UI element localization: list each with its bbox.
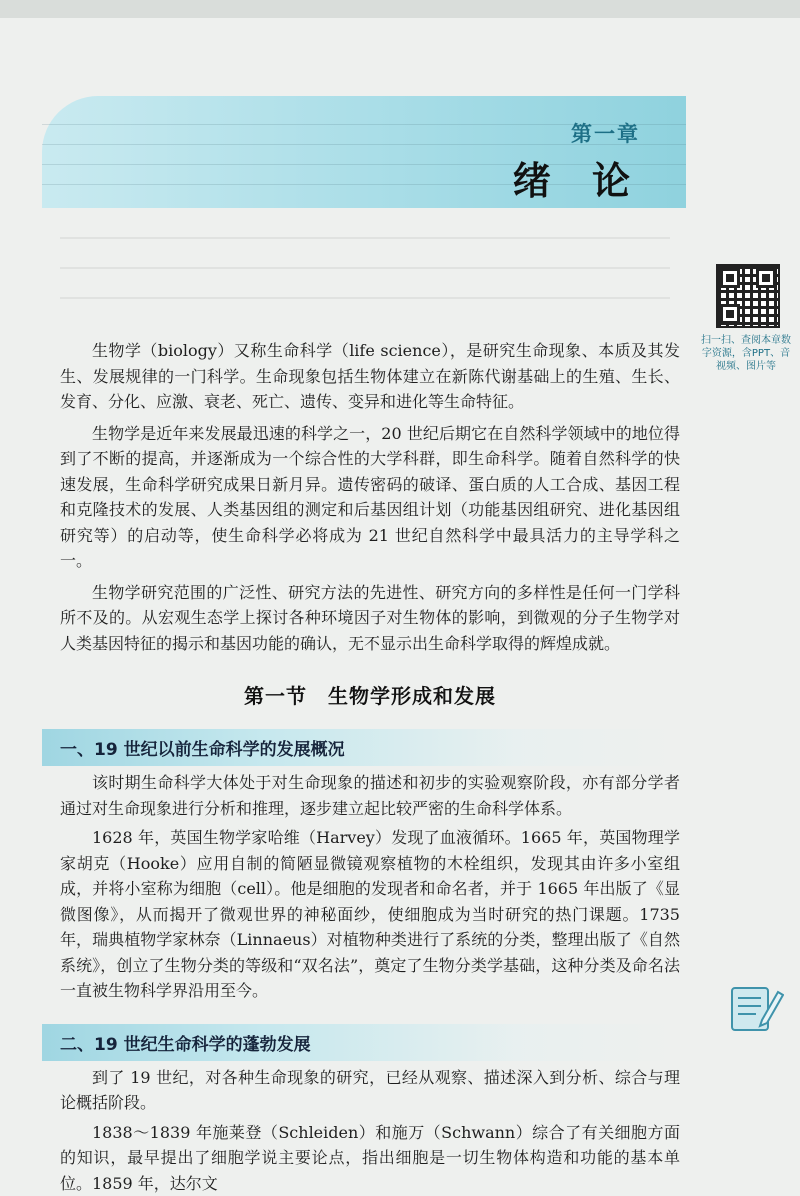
body-paragraph: 到了 19 世纪，对各种生命现象的研究，已经从观察、描述深入到分析、综合与理论概括阶段。 [60, 1065, 680, 1116]
section-title: 第一节 生物学形成和发展 [60, 680, 680, 709]
chapter-number: 第一章 [571, 118, 640, 148]
body-paragraph: 1628 年，英国生物学家哈维（Harvey）发现了血液循环。1665 年，英国物理学家胡克（Hooke）应用自制的简陋显微镜观察植物的木栓组织，发现其由许多小室组成，并将小室称为细胞（cell）。他是细胞的发现者和命名者，并于 1665 年出版了《显微图像》，从而揭开了微观世界的神秘面纱，使细胞成为当时研究的热门课题。1735 年，瑞典植物学家林奈（Linnaeus）对植物种类进行了系统的分类，整理出版了《自然系统》，创立了生物分类的等级和“双名法”，奠定了生物分类学基础，这种分类及命名法一直被生物科学界沿用至今。 [60, 825, 680, 1004]
qr-caption: 扫一扫、查阅本章数字资源，含PPT、音视频、图片等 [700, 334, 792, 373]
page-body [60, 338, 680, 1196]
intro-paragraph: 生物学研究范围的广泛性、研究方法的先进性、研究方向的多样性是任何一门学科所不及的。从宏观生态学上探讨各种环境因子对生物体的影响，到微观的分子生物学对人类基因特征的揭示和基因功能的确认，无不显示出生命科学取得的辉煌成就。 [60, 580, 680, 657]
intro-paragraph: 生物学（biology）又称生命科学（life science），是研究生命现象、本质及其发生、发展规律的一门科学。生命现象包括生物体建立在新陈代谢基础上的生殖、生长、发育、分化、应激、衰老、死亡、遗传、变异和进化等生命特征。 [60, 338, 680, 415]
qr-code-icon[interactable] [716, 264, 780, 328]
top-page-edge [0, 0, 800, 18]
notes-pencil-icon [728, 980, 784, 1036]
body-paragraph: 1838～1839 年施莱登（Schleiden）和施万（Schwann）综合了有关细胞方面的知识，最早提出了细胞学说主要论点，指出细胞是一切生物体构造和功能的基本单位。1859 年，达尔文 [60, 1120, 680, 1196]
bleed-through-text [60, 262, 670, 274]
subsection-heading: 一、19 世纪以前生命科学的发展概况 [42, 729, 680, 766]
bleed-through-text [60, 292, 670, 304]
chapter-title: 绪 论 [513, 150, 644, 205]
bleed-through-text [60, 232, 670, 244]
intro-paragraph: 生物学是近年来发展最迅速的科学之一，20 世纪后期它在自然科学领域中的地位得到了不断的提高，并逐渐成为一个综合性的大学科群，即生命科学。随着自然科学的快速发展，生命科学研究成果日新月异。遗传密码的破译、蛋白质的人工合成、基因工程和克隆技术的发展、人类基因组的测定和后基因组计划（功能基因组研究、进化基因组研究等）的启动等，使生命科学必将成为 21 世纪自然科学中最具活力的主导学科之一。 [60, 421, 680, 574]
body-paragraph: 该时期生命科学大体处于对生命现象的描述和初步的实验观察阶段，亦有部分学者通过对生命现象进行分析和推理，逐步建立起比较严密的生命科学体系。 [60, 770, 680, 821]
subsection-heading: 二、19 世纪生命科学的蓬勃发展 [42, 1024, 680, 1061]
